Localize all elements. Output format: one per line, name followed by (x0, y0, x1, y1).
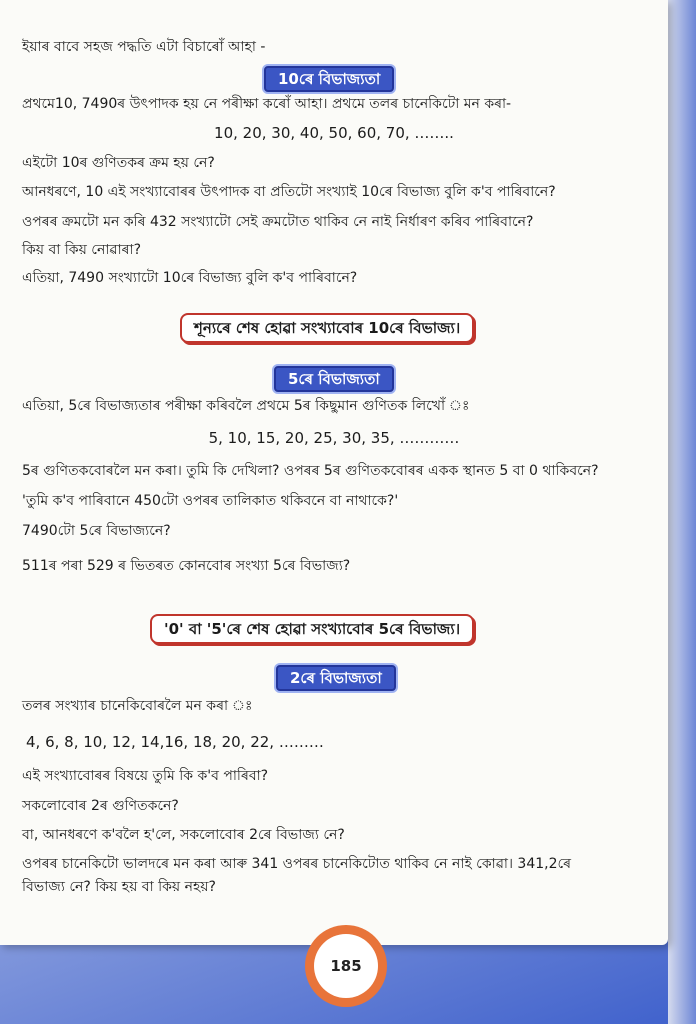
section-5-rule-box: '0' বা '5'ৰে শেষ হোৱা সংখ্যাবোৰ 5ৰে বিভাজ্য। (150, 614, 474, 644)
section-2-p3: সকলোবোৰ 2ৰ গুণিতকনে? (22, 798, 179, 814)
section-2-heading: 2ৰে বিভাজ্যতা (276, 665, 396, 691)
section-5-sequence: 5, 10, 15, 20, 25, 30, 35, ………… (208, 429, 460, 447)
section-2-sequence: 4, 6, 8, 10, 12, 14,16, 18, 20, 22, ……… (26, 733, 324, 751)
section-10-p3: আনধৰণে, 10 এই সংখ্যাবোৰৰ উৎপাদক বা প্ৰতিটো সংখ্যাই 10ৰে বিভাজ্য বুলি ক'ব পাৰিবানে? (22, 184, 556, 200)
section-10-p2: এইটো 10ৰ গুণিতকৰ ক্ৰম হয় নে? (22, 155, 215, 171)
section-10-sequence: 10, 20, 30, 40, 50, 60, 70, …….. (214, 124, 454, 142)
section-10-p4: ওপৰৰ ক্ৰমটো মন কৰি 432 সংখ্যাটো সেই ক্ৰমটোত থাকিব নে নাই নিৰ্ধাৰণ কৰিব পাৰিবানে? (22, 214, 534, 230)
section-5-heading: 5ৰে বিভাজ্যতা (274, 366, 394, 392)
section-10-p1: প্ৰথমে10, 7490ৰ উৎপাদক হয় নে পৰীক্ষা কৰোঁ আহা। প্ৰথমে তলৰ চানেকিটো মন কৰা- (22, 96, 512, 112)
section-2-p2: এই সংখ্যাবোৰৰ বিষয়ে তুমি কি ক'ব পাৰিবা? (22, 768, 269, 784)
section-2-p6: বিভাজ্য নে? কিয় হয় বা কিয় নহয়? (22, 879, 216, 895)
section-10-p6: এতিয়া, 7490 সংখ্যাটো 10ৰে বিভাজ্য বুলি ক'ব পাৰিবানে? (22, 270, 358, 286)
intro-text: ইয়াৰ বাবে সহজ পদ্ধতি এটা বিচাৰোঁ আহা - (22, 39, 266, 55)
section-2-p4: বা, আনধৰণে ক'বলৈ হ'লে, সকলোবোৰ 2ৰে বিভাজ্য নে? (22, 827, 345, 843)
section-5-p3: 'তুমি ক'ব পাৰিবানে 450টো ওপৰৰ তালিকাত থকিবনে বা নাথাকে?' (22, 493, 399, 509)
section-5-p4: 7490টো 5ৰে বিভাজ্যনে? (22, 523, 171, 539)
section-2-p1: তলৰ সংখ্যাৰ চানেকিবোৰলৈ মন কৰা ঃ (22, 698, 253, 714)
section-10-rule-box: শূন্যৰে শেষ হোৱা সংখ্যাবোৰ 10ৰে বিভাজ্য। (180, 313, 474, 343)
section-5-p2: 5ৰ গুণিতকবোৰলৈ মন কৰা। তুমি কি দেখিলা? ওপৰৰ 5ৰ গুণিতকবোৰৰ একক স্থানত 5 বা 0 থাকিবনে? (22, 463, 599, 479)
section-5-p1: এতিয়া, 5ৰে বিভাজ্যতাৰ পৰীক্ষা কৰিবলৈ প্ৰথমে 5ৰ কিছুমান গুণিতক লিখোঁ ঃ (22, 398, 470, 414)
section-2-p5: ওপৰৰ চানেকিটো ভালদৰে মন কৰা আৰু 341 ওপৰৰ চানেকিটোত থাকিব নে নাই কোৱা। 341,2ৰে (22, 856, 572, 872)
page-number: 185 (314, 934, 378, 998)
section-10-heading: 10ৰে বিভাজ্যতা (264, 66, 394, 92)
page-edge (668, 0, 696, 1024)
section-5-p5: 511ৰ পৰা 529 ৰ ভিতৰত কোনবোৰ সংখ্যা 5ৰে বিভাজ্য? (22, 558, 351, 574)
section-10-p5: কিয় বা কিয় নোৱাৰা? (22, 242, 142, 258)
